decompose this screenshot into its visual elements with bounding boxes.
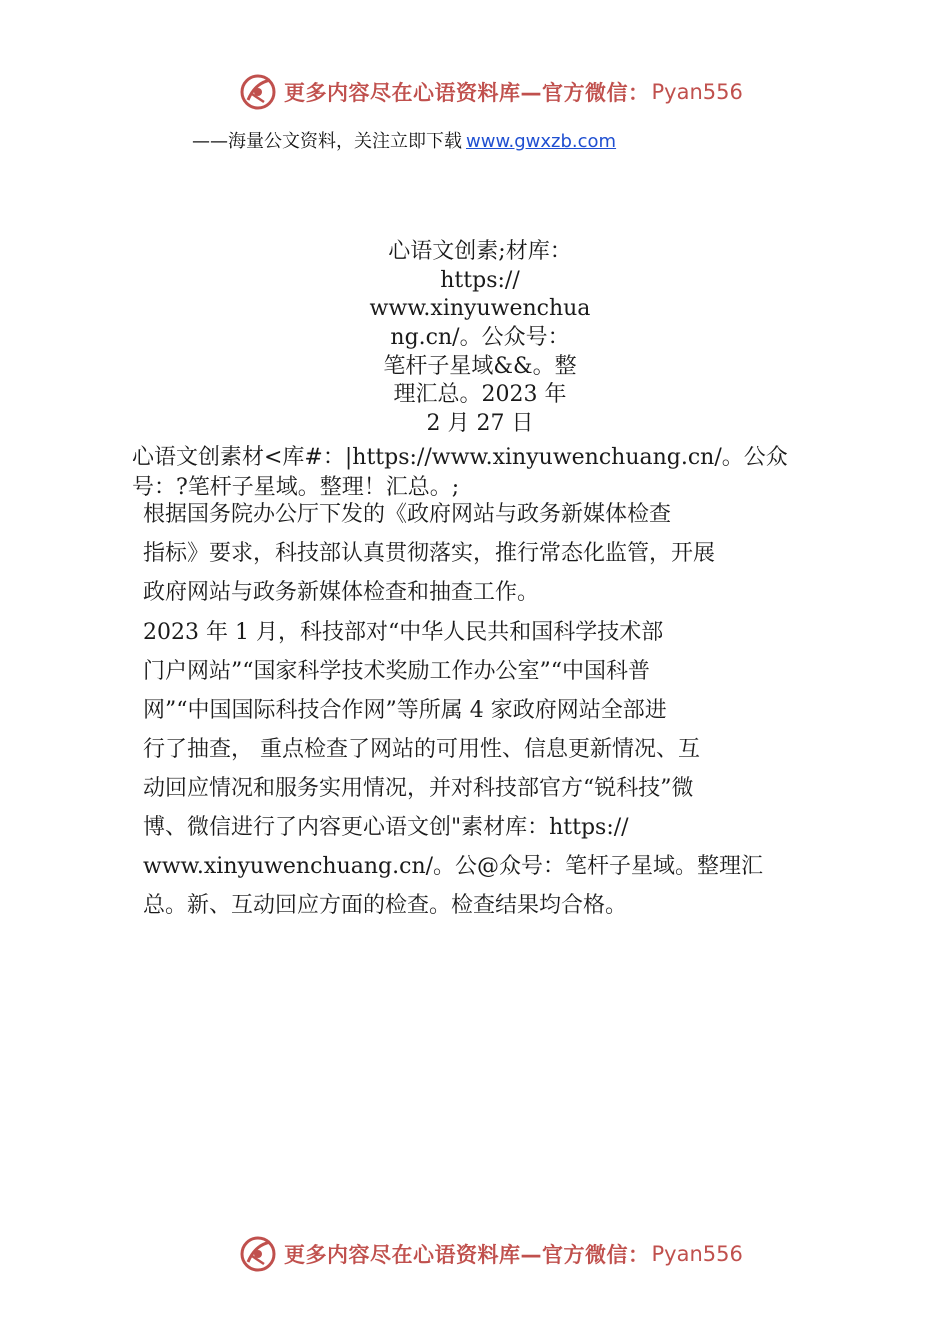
paragraph-line: 总。新、互动回应方面的检查。检查结果均合格。	[143, 893, 628, 918]
header-banner-text: 更多内容尽在心语资料库—官方微信：	[284, 81, 650, 105]
title-line: https://	[440, 267, 520, 293]
paragraph-line: 门户网站”“国家科学技术奖励工作办公室”“中国科普	[143, 659, 650, 684]
source-line: 号：?笔杆子星域。整理！汇总。;	[132, 475, 460, 500]
paragraph-line: 根据国务院办公厅下发的《政府网站与政务新媒体检查	[143, 502, 672, 527]
header-banner	[238, 70, 743, 114]
title-line: 2 月 27 日	[426, 411, 534, 437]
paragraph-line: 2023 年 1 月，科技部对“中华人民共和国科学技术部	[143, 620, 664, 645]
title-line: 理汇总。2023 年	[393, 382, 567, 408]
footer-banner-wechat: Pyan556	[651, 1242, 743, 1266]
paragraph-line: 博、微信进行了内容更心语文创"素材库：https://	[143, 815, 629, 840]
footer-banner	[238, 1232, 743, 1276]
paragraph-line: 动回应情况和服务实用情况，并对科技部官方“锐科技”微	[143, 776, 694, 801]
title-block	[330, 238, 630, 439]
brand-logo-icon	[238, 1234, 278, 1274]
title-line: www.xinyuwenchua	[369, 296, 591, 322]
source-line: 心语文创素材<库#：|https://www.xinyuwenchuang.cn/。公众	[132, 445, 788, 470]
promo-text: ——海量公文资料，关注立即下载	[192, 131, 462, 152]
paragraph-line: 指标》要求，科技部认真贯彻落实，推行常态化监管，开展	[143, 541, 716, 566]
paragraph-line: 政府网站与政务新媒体检查和抽查工作。	[143, 580, 540, 605]
promo-link[interactable]: www.gwxzb.com	[466, 131, 617, 152]
promo-line	[192, 127, 616, 153]
title-line: 笔杆子星域&&。整	[383, 353, 577, 379]
header-banner-wechat: Pyan556	[651, 80, 743, 104]
paragraph-line: 行了抽查， 重点检查了网站的可用性、信息更新情况、互	[143, 737, 700, 762]
title-line: ng.cn/。公众号：	[390, 325, 570, 351]
title-line: 心语文创素;材库：	[388, 239, 572, 264]
paragraph-line: www.xinyuwenchuang.cn/。公@众号：笔杆子星域。整理汇	[143, 854, 764, 879]
paragraph-line: 网”“中国国际科技合作网”等所属 4 家政府网站全部进	[143, 698, 667, 723]
footer-banner-text: 更多内容尽在心语资料库—官方微信：	[284, 1243, 650, 1267]
brand-logo-icon	[238, 72, 278, 112]
